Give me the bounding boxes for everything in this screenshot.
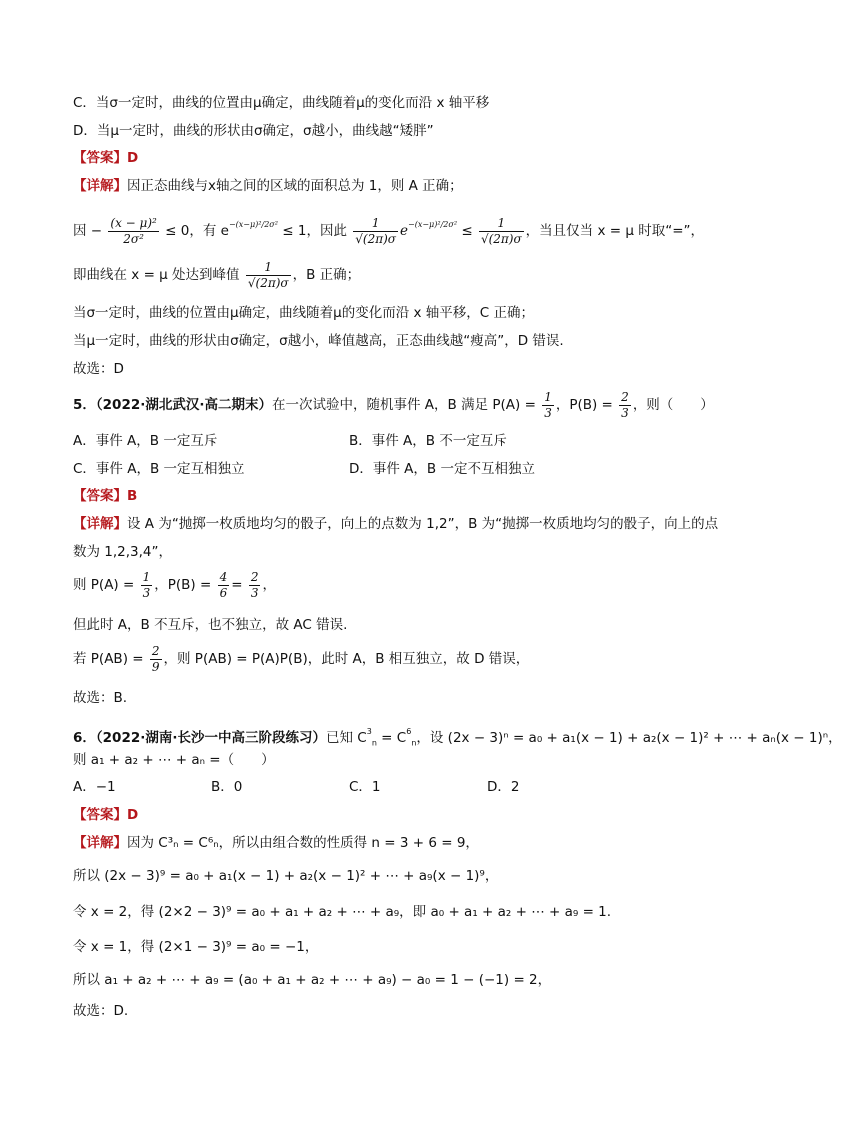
q5-detail-line-4: 但此时 A，B 不互斥，也不独立，故 AC 错误.	[73, 617, 348, 633]
q6-detail-line-3: 令 x = 2，得 (2×2 − 3)⁹ = a₀ + a₁ + a₂ + ⋯ + a₉，即 a₀ + a₁ + a₂ + ⋯ + a₉ = 1.	[73, 904, 612, 920]
q5-d3-c: =	[231, 577, 243, 593]
q5-frac-2: $\frac{4}{6}$	[219, 569, 228, 600]
q5-source: （2022·湖北武汉·高二期末）	[95, 397, 272, 413]
q6-detail-label: 【详解】	[73, 835, 127, 851]
q4-frac-2: $\frac{1}{√(2\pi)\sigma}$	[355, 215, 396, 246]
q5-stem-b: ，P(B) =	[555, 397, 613, 413]
q5-stem-c: ，则（ ）	[632, 397, 714, 413]
q4-detail-line-4: 当σ一定时，曲线的位置由μ确定，曲线随着μ的变化而沿 x 轴平移，C 正确；	[73, 305, 535, 321]
q4-exp-1: −(x−μ)²/2σ²	[228, 220, 278, 229]
q5-detail-line-1	[73, 514, 734, 534]
q5-d3-d: ，	[262, 577, 276, 593]
q4-d3-b: ，B 正确；	[292, 267, 361, 283]
q4-frac-1: $\frac{\text{(x − μ)²}}{\text{2σ²}}$	[110, 215, 157, 246]
q6-number: 6．	[73, 730, 96, 746]
q5-d3-b: ，P(B) =	[154, 577, 212, 593]
q4-d2-c: ≤ 1，因此	[282, 223, 347, 239]
q6-stem-1	[73, 722, 842, 754]
q5-detail-text-1: 设 A 为“抛掷一枚质地均匀的骰子，向上的点数为 1,2”，B 为“抛掷一枚质地均匀的骰子，向上的点	[127, 516, 719, 532]
q5-choose: 故选：B.	[73, 690, 128, 706]
q4-option-c: C．当σ一定时，曲线的位置由μ确定，曲线随着μ的变化而沿 x 轴平移	[73, 95, 490, 111]
q5-answer: 【答案】B	[73, 488, 138, 504]
q5-frac-b: $\frac{2}{3}$	[621, 389, 629, 420]
q6-stem-a: 已知 C	[326, 730, 367, 746]
q6-detail-line-5: 所以 a₁ + a₂ + ⋯ + a₉ = (a₀ + a₁ + a₂ + ⋯ + a₉) − a₀ = 1 − (−1) = 2，	[73, 972, 552, 988]
q6-detail-line-1	[73, 833, 734, 853]
q5-frac-a: $\frac{1}{3}$	[544, 389, 552, 420]
q4-d2-e: e	[400, 223, 408, 239]
q4-d2-le: ≤	[461, 223, 473, 239]
q4-exp-2: −(x−μ)²/2σ²	[408, 220, 458, 229]
q6-detail-line-4: 令 x = 1，得 (2×1 − 3)⁹ = a₀ = −1，	[73, 939, 319, 955]
q6-sub-2: n	[411, 738, 417, 748]
q4-option-d: D．当μ一定时，曲线的形状由σ确定，σ越小，曲线越“矮胖”	[73, 123, 434, 139]
q6-stem-2: 则 a₁ + a₂ + ⋯ + aₙ =（ ）	[73, 752, 275, 768]
q5-d5-b: ，则 P(AB) = P(A)P(B)，此时 A，B 相互独立，故 D 错误，	[163, 651, 530, 667]
q5-detail-line-3	[73, 568, 734, 608]
q5-detail-line-5	[73, 642, 734, 682]
q4-frac-3: $\frac{1}{√(2\pi)\sigma}$	[480, 215, 522, 246]
q4-d3-a: 即曲线在 x = μ 处达到峰值	[73, 267, 240, 283]
q6-sub-1: n	[371, 738, 377, 748]
q4-d2-f: ，当且仅当 x = μ 时取“=”，	[525, 223, 705, 239]
q4-detail-line-2	[73, 208, 734, 248]
q6-detail-line-2: 所以 (2x − 3)⁹ = a₀ + a₁(x − 1) + a₂(x − 1)² + ⋯ + a₉(x − 1)⁹，	[73, 868, 499, 884]
q5-detail-line-2: 数为 1,2,3,4”，	[73, 544, 173, 560]
q5-option-d: D．事件 A，B 一定不互相独立	[349, 461, 535, 477]
q6-option-d: D．2	[487, 779, 520, 795]
q6-source: （2022·湖南·长沙一中高三阶段练习）	[95, 730, 326, 746]
q5-detail-label: 【详解】	[73, 516, 127, 532]
q6-stem-c: ，设 (2x − 3)ⁿ = a₀ + a₁(x − 1) + a₂(x − 1)² + ⋯ + aₙ(x − 1)ⁿ，	[416, 730, 842, 746]
q4-choose: 故选：D	[73, 361, 124, 377]
q5-frac-3: $\frac{2}{3}$	[250, 569, 259, 600]
q5-frac-1: $\frac{1}{3}$	[142, 569, 151, 600]
q4-detail-text-1: 因正态曲线与x轴之间的区域的面积总为 1，则 A 正确；	[127, 178, 463, 194]
q6-sup-1: 3	[366, 727, 372, 736]
q5-stem-a: 在一次试验中，随机事件 A，B 满足 P(A) =	[272, 397, 536, 413]
q5-number: 5．	[73, 397, 96, 413]
q4-d2-b: ≤ 0，有 e	[165, 223, 229, 239]
q6-stem-b: = C	[376, 730, 407, 746]
q4-detail-line-3	[73, 258, 734, 298]
q4-answer: 【答案】D	[73, 150, 139, 166]
q6-option-a: A．−1	[73, 779, 116, 795]
q6-detail-text-1: 因为 C³ₙ = C⁶ₙ，所以由组合数的性质得 n = 3 + 6 = 9，	[127, 835, 479, 851]
q6-choose: 故选：D.	[73, 1003, 129, 1019]
q4-detail-label: 【详解】	[73, 178, 127, 194]
q5-option-c: C．事件 A，B 一定互相独立	[73, 461, 245, 477]
q4-detail-line-1	[73, 176, 734, 196]
q6-option-c: C．1	[349, 779, 381, 795]
q5-option-b: B．事件 A，B 不一定互斥	[349, 433, 507, 449]
q5-stem	[73, 388, 734, 428]
q5-d5-a: 若 P(AB) =	[73, 651, 144, 667]
q6-answer: 【答案】D	[73, 807, 139, 823]
q5-frac-4: $\frac{2}{9}$	[151, 643, 160, 674]
q5-d3-a: 则 P(A) =	[73, 577, 135, 593]
q4-detail-line-5: 当μ一定时，曲线的形状由σ确定，σ越小，峰值越高，正态曲线越“瘦高”，D 错误.	[73, 333, 564, 349]
q6-sup-2: 6	[406, 727, 412, 736]
q5-option-a: A．事件 A，B 一定互斥	[73, 433, 218, 449]
q6-option-b: B．0	[211, 779, 243, 795]
q4-frac-4: $\frac{1}{√(2\pi)\sigma}$	[247, 259, 289, 290]
q4-d2-a: 因 −	[73, 223, 103, 239]
